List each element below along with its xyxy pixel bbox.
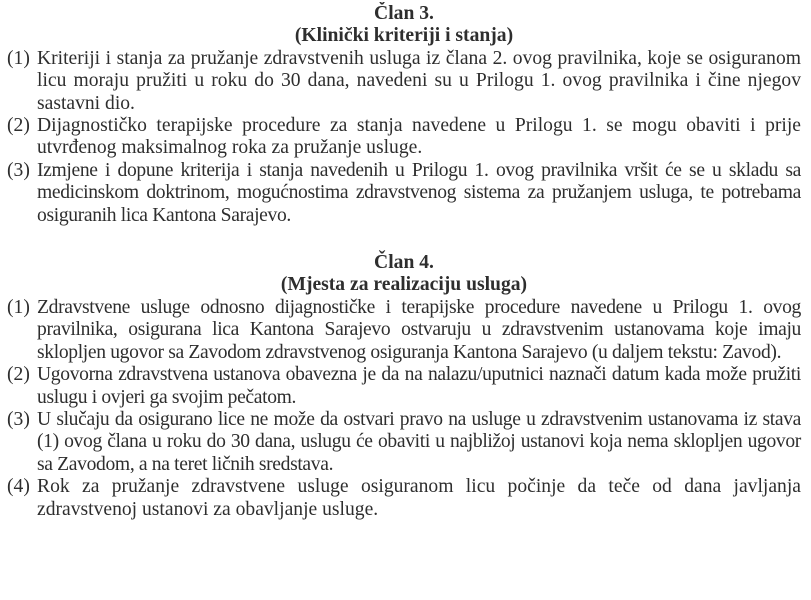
article-4 <box>7 252 801 521</box>
paragraph-number: (3) <box>7 159 30 181</box>
article-title: Član 3. <box>374 3 434 24</box>
article-3 <box>7 3 801 227</box>
paragraph-number: (1) <box>7 296 30 318</box>
paragraph-text: Izmjene i dopune kriterija i stanja navedenih u Prilogu 1. ovog pravilnika vršit će se u skladu sa medicinskom doktrinom, mogućnostima zdravstvenog sistema za pružanjem usluga, te potrebama osiguranih lica Kantona Sarajevo. <box>37 159 801 226</box>
article-subtitle: (Klinički kriteriji i stanja) <box>294 25 514 47</box>
paragraph-text: U slučaju da osigurano lice ne može da ostvari pravo na usluge u zdravstvenim ustanovama iz stava (1) ovog člana u roku do 30 dana, uslugu će obaviti u najbližoj ustanovi koja nema sklopljen ugovor sa Zavodom, a na teret ličnih sredstava. <box>37 408 801 475</box>
paragraph-text: Zdravstvene usluge odnosno dijagnostičke i terapijske procedure navedene u Prilogu 1. ovog pravilnika, osigurana lica Kantona Sarajevo ostvaruju u zdravstvenim ustanovama koje imaju sklopljen ugovor sa Zavodom zdravstvenog osiguranja Kantona Sarajevo (u daljem tekstu: Zavod). <box>37 296 801 363</box>
paragraph-text: Kriteriji i stanja za pružanje zdravstvenih usluga iz člana 2. ovog pravilnika, koje se osiguranom licu moraju pružiti u roku do 30 dana, navedeni su u Prilogu 1. ovog pravilnika i čine njegov sastavni dio. <box>37 47 801 114</box>
paragraph-number: (2) <box>7 115 30 137</box>
paragraph <box>7 48 801 115</box>
paragraph-text: Dijagnostičko terapijske procedure za stanja navedene u Prilogu 1. se mogu obaviti i prije utvrđenog maksimalnog roka za pružanje usluge. <box>37 115 801 159</box>
paragraph-list <box>7 297 801 521</box>
paragraph <box>7 115 801 160</box>
paragraph-text: Rok za pružanje zdravstvene usluge osiguranom licu počinje da teče od dana javljanja zdravstvenoj ustanovi za obavljanje usluge. <box>37 476 801 520</box>
paragraph-number: (3) <box>7 408 30 430</box>
paragraph <box>7 160 801 227</box>
paragraph-list <box>7 48 801 227</box>
paragraph <box>7 409 801 476</box>
article-title: Član 4. <box>374 252 434 274</box>
paragraph <box>7 364 801 409</box>
article-subtitle: (Mjesta za realizaciju usluga) <box>280 274 528 296</box>
paragraph-text: Ugovorna zdravstvena ustanova obavezna je da na nalazu/uputnici naznači datum kada može pružiti uslugu i ovjeri ga svojim pečatom. <box>37 364 801 408</box>
paragraph <box>7 297 801 364</box>
paragraph-number: (1) <box>7 47 30 69</box>
paragraph-number: (2) <box>7 364 30 386</box>
paragraph <box>7 476 801 521</box>
paragraph-number: (4) <box>7 476 30 498</box>
